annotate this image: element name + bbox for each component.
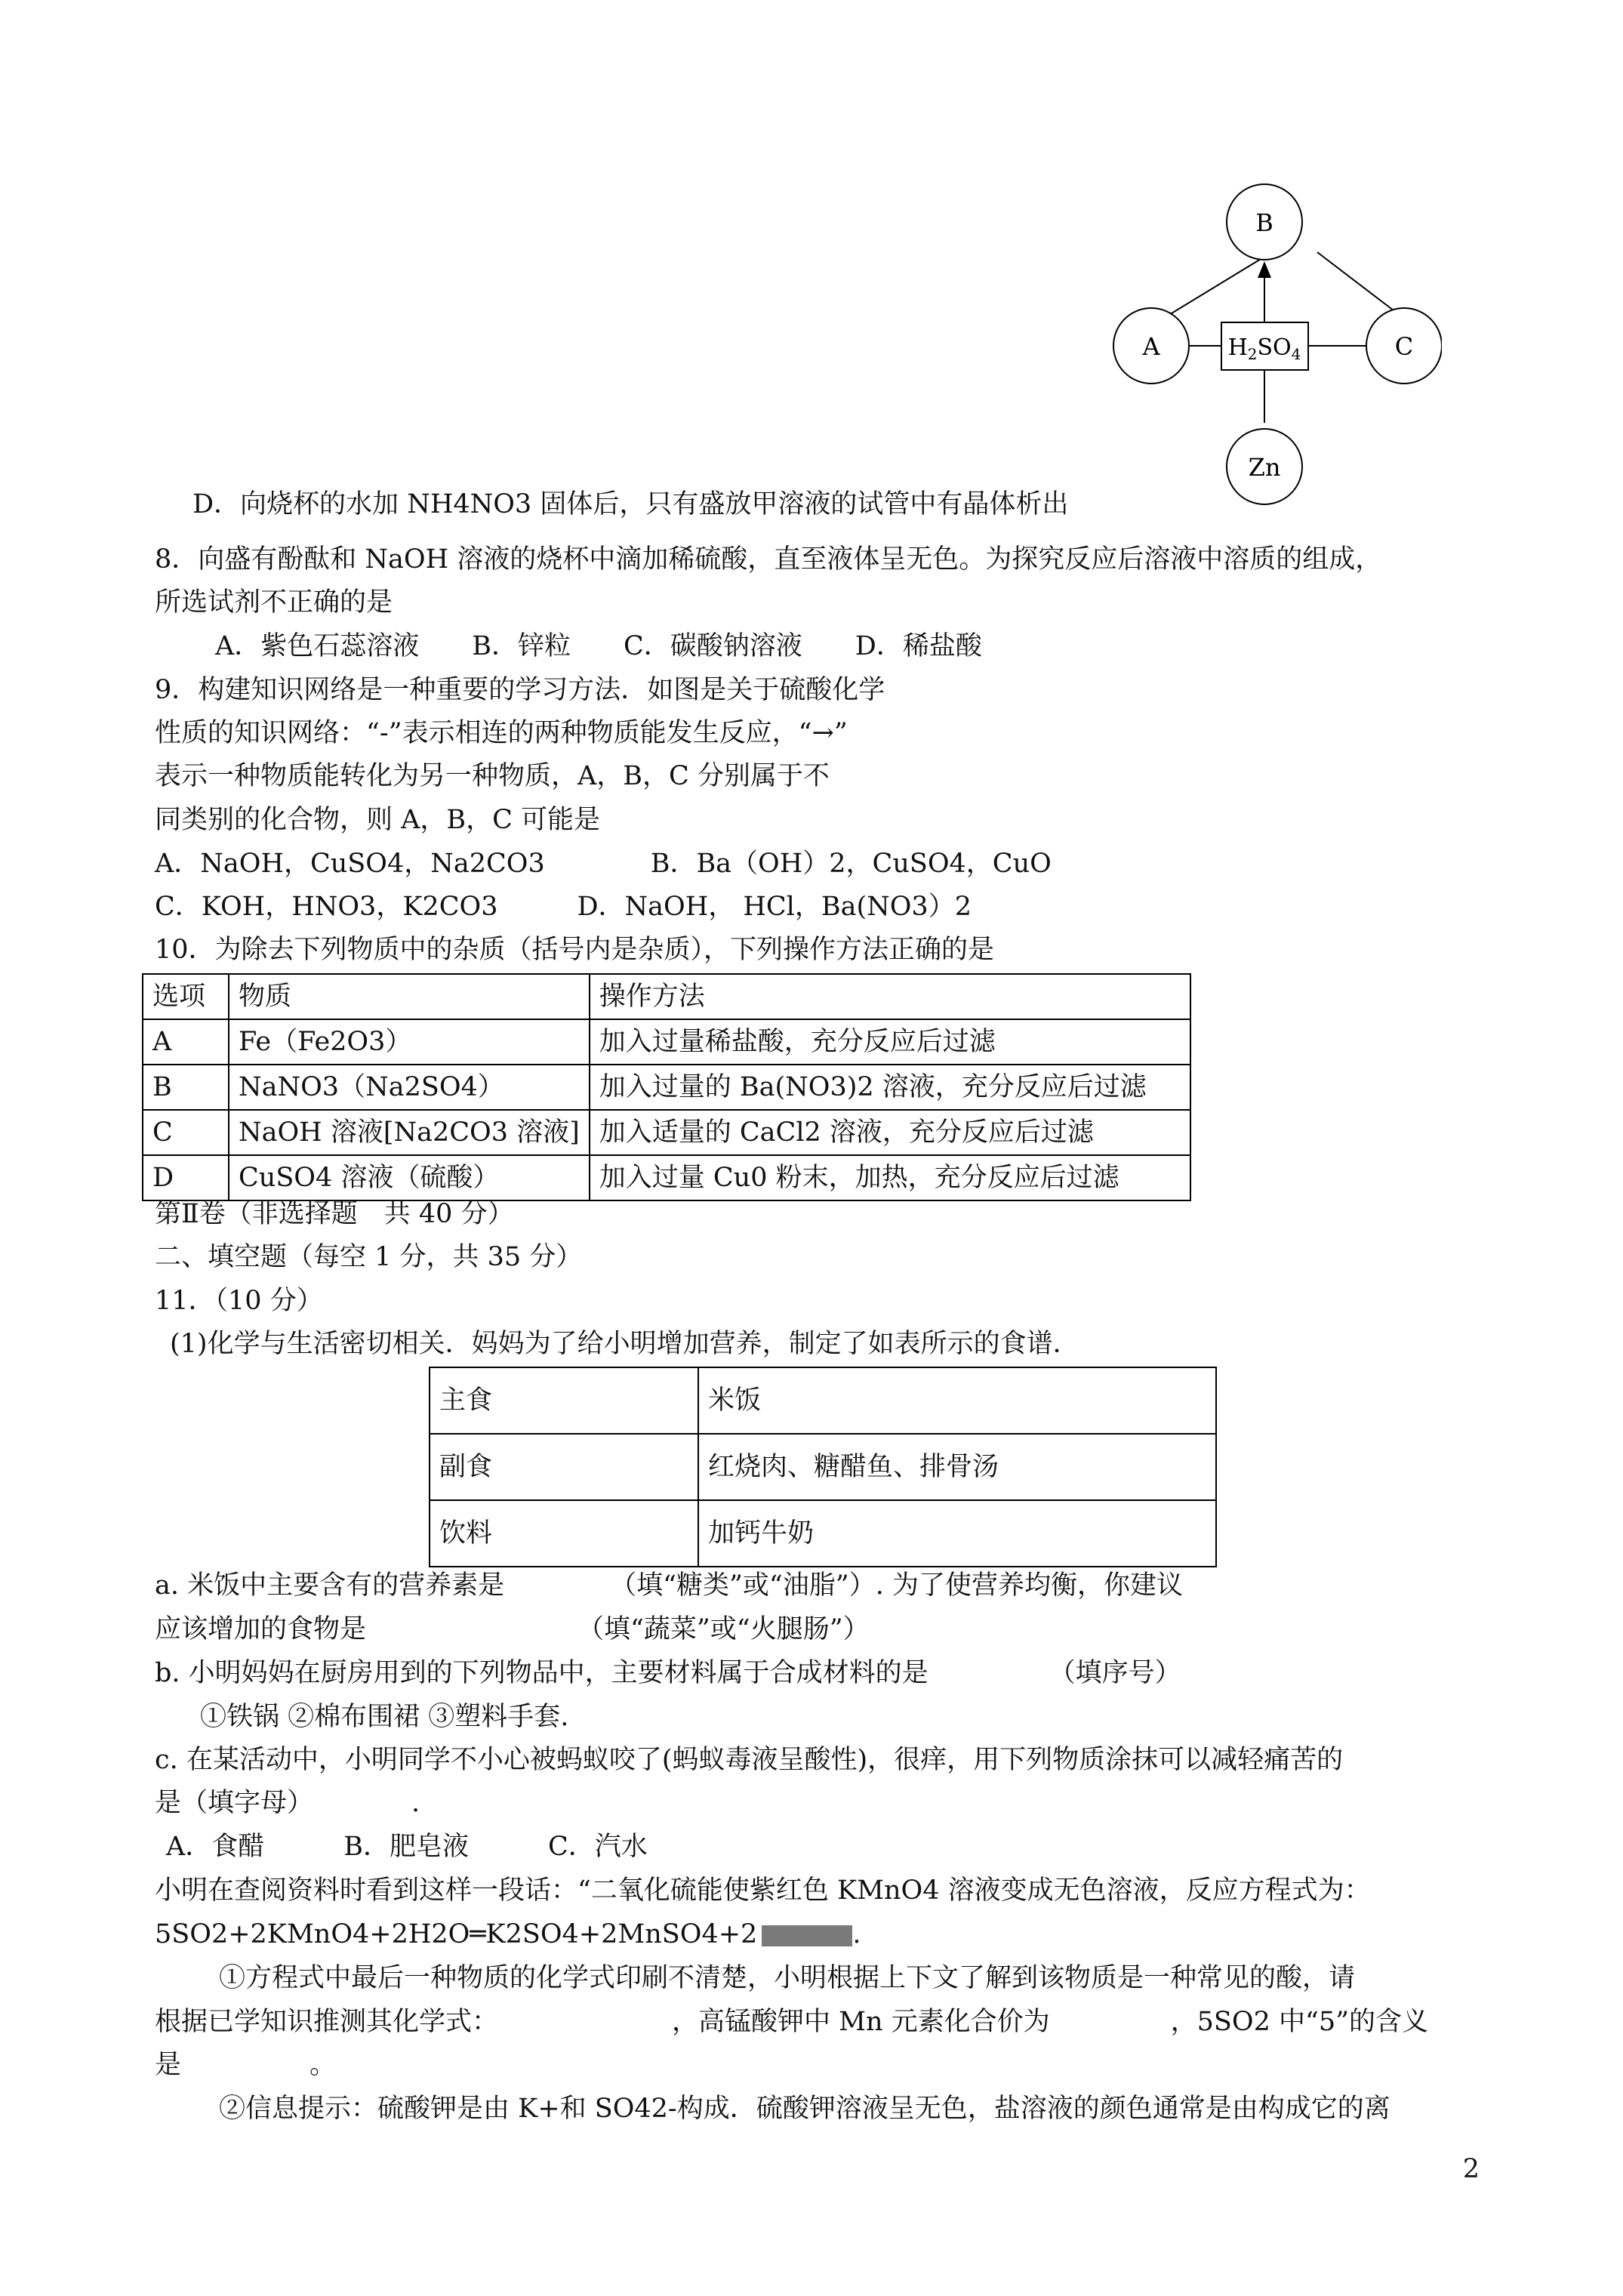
menu-item: 米饭 [698, 1367, 1216, 1434]
q11-b-question: b. 小明妈妈在厨房用到的下列物品中，主要材料属于合成材料的是 [155, 1658, 929, 1688]
q11-p1-line2 [155, 2001, 1487, 2044]
header-method: 操作方法 [590, 974, 1190, 1019]
row-method: 加入过量 Cu0 粉末，加热，充分反应后过滤 [590, 1155, 1190, 1200]
section2-title: 第Ⅱ卷（非选择题 共 40 分） [155, 1199, 514, 1229]
q11-a-hint2: （填“蔬菜”或“火腿肠”） [577, 1614, 870, 1644]
node-zn-label: Zn [1248, 453, 1281, 482]
q11-c-line1: c. 在某活动中，小明同学不小心被蚂蚁咬了(蚂蚁毒液呈酸性)，很痒，用下列物质涂抹可以减轻痛苦的 [155, 1745, 1344, 1775]
q11-c-question: 是（填字母） [155, 1788, 314, 1818]
table-row [143, 1019, 1190, 1065]
node-a-label: A [1142, 332, 1160, 361]
p1-end: 。 [310, 2050, 337, 2080]
q11-b-hint: （填序号） [1049, 1658, 1181, 1688]
smudged-formula [762, 1925, 852, 1946]
table-header-row [143, 974, 1190, 1019]
row-method: 加入过量的 Ba(NO3)2 溶液，充分反应后过滤 [590, 1065, 1190, 1110]
node-c-label: C [1394, 332, 1414, 361]
equation-end: . [852, 1919, 861, 1949]
menu-category: 饮料 [430, 1500, 698, 1567]
row-option: B [143, 1065, 229, 1110]
sulfuric-acid-network-diagram [1087, 168, 1442, 515]
q11-intro: (1)化学与生活密切相关．妈妈为了给小明增加营养，制定了如表所示的食谱． [170, 1329, 1079, 1359]
edge-b-c [1317, 252, 1400, 316]
q11-c-line2 [155, 1782, 1487, 1825]
q11-p1-line1: ①方程式中最后一种物质的化学式印刷不清楚，小明根据上下文了解到该物质是一种常见的酸，请 [219, 1963, 1356, 1993]
arrowhead-up [1258, 261, 1271, 278]
q11-a-question2: 应该增加的食物是 [155, 1614, 367, 1644]
row-method: 加入适量的 CaCl2 溶液，充分反应后过滤 [590, 1110, 1190, 1155]
row-option: A [143, 1019, 229, 1065]
p1-question-b: ，高锰酸钾中 Mn 元素化合价为 [672, 2007, 1050, 2037]
q11-a-line1 [155, 1564, 1487, 1607]
equation-text: 5SO2+2KMnO4+2H2O═K2SO4+2MnSO4+2 [155, 1919, 758, 1949]
row-substance: NaOH 溶液[Na2CO3 溶液] [229, 1110, 590, 1155]
menu-category: 副食 [430, 1434, 698, 1500]
table-row [430, 1500, 1216, 1567]
page-number: 2 [1462, 2154, 1480, 2184]
q11-c-end: . [411, 1788, 420, 1818]
q11-info-line1: 小明在查阅资料时看到这样一段话：“二氧化硫能使紫红色 KMnO4 溶液变成无色溶液，反应方程式为： [155, 1875, 1371, 1906]
q10-stem: 10．为除去下列物质中的杂质（括号内是杂质），下列操作方法正确的是 [155, 935, 995, 965]
q11-b-line1 [155, 1652, 1487, 1695]
q9-stem-line4: 同类别的化合物，则 A，B，C 可能是 [155, 805, 601, 835]
q11-p2-line1: ②信息提示：硫酸钾是由 K+和 SO42-构成．硫酸钾溶液呈无色，盐溶液的颜色通常是由构成它的离 [219, 2094, 1390, 2124]
q9-stem-line2: 性质的知识网络：“-”表示相连的两种物质能发生反应，“→” [155, 718, 848, 748]
table-row [430, 1367, 1216, 1434]
node-b-label: B [1255, 208, 1273, 237]
row-option: C [143, 1110, 229, 1155]
q11-head: 11．（10 分） [155, 1286, 323, 1316]
q9-options-cd: C．KOH，HNO3，K2CO3 D．NaOH， HCl，Ba(NO3）2 [155, 892, 972, 922]
menu-table [429, 1367, 1217, 1567]
q11-a-question: a. 米饭中主要含有的营养素是 [155, 1570, 505, 1601]
q8-stem-line2: 所选试剂不正确的是 [155, 587, 393, 618]
q8-options: A．紫色石蕊溶液 B．锌粒 C．碳酸钠溶液 D．稀盐酸 [215, 631, 982, 661]
q8-stem-line1: 8．向盛有酚酞和 NaOH 溶液的烧杯中滴加稀硫酸，直至液体呈无色。为探究反应后溶液中溶质的组成， [155, 544, 1382, 575]
row-option: D [143, 1155, 229, 1200]
q11-b-line2: ①铁锅 ②棉布围裙 ③塑料手套. [200, 1702, 569, 1732]
node-h2so4-label: $H_2SO_4$ [1227, 334, 1301, 363]
header-option: 选项 [143, 974, 229, 1019]
menu-category: 主食 [430, 1367, 698, 1434]
table-row [143, 1065, 1190, 1110]
row-substance: NaNO3（Na2SO4） [229, 1065, 590, 1110]
q11-p1-line3 [155, 2044, 1487, 2087]
header-substance: 物质 [229, 974, 590, 1019]
q10-table [142, 973, 1191, 1201]
p1-question-c: ，5SO2 中“5”的含义 [1170, 2007, 1429, 2037]
q11-a-hint: （填“糖类”或“油脂”）. 为了使营养均衡，你建议 [610, 1570, 1183, 1601]
q11-equation [155, 1913, 1487, 1956]
row-substance: Fe（Fe2O3） [229, 1019, 590, 1065]
q9-stem-line1: 9．构建知识网络是一种重要的学习方法．如图是关于硫酸化学 [155, 675, 885, 705]
row-method: 加入过量稀盐酸，充分反应后过滤 [590, 1019, 1190, 1065]
q7-option-d: D．向烧杯的水加 NH4NO3 固体后，只有盛放甲溶液的试管中有晶体析出 [192, 489, 1069, 519]
q9-stem-line3: 表示一种物质能转化为另一种物质，A，B，C 分别属于不 [155, 761, 830, 791]
edge-b-a [1168, 252, 1272, 316]
table-row [430, 1434, 1216, 1500]
q11-c-options: A．食醋 B．肥皂液 C．汽水 [166, 1832, 648, 1862]
p1-question-a: 根据已学知识推测其化学式： [155, 2007, 499, 2037]
q9-options-ab: A．NaOH，CuSO4，Na2CO3 B．Ba（OH）2，CuSO4，CuO [155, 849, 1052, 879]
q11-a-line2 [155, 1608, 1487, 1651]
section2-part-title: 二、填空题（每空 1 分，共 35 分） [155, 1242, 583, 1272]
row-substance: CuSO4 溶液（硫酸） [229, 1155, 590, 1200]
menu-item: 红烧肉、糖醋鱼、排骨汤 [698, 1434, 1216, 1500]
p1-question-d: 是 [155, 2050, 182, 2080]
table-row [143, 1110, 1190, 1155]
menu-item: 加钙牛奶 [698, 1500, 1216, 1567]
